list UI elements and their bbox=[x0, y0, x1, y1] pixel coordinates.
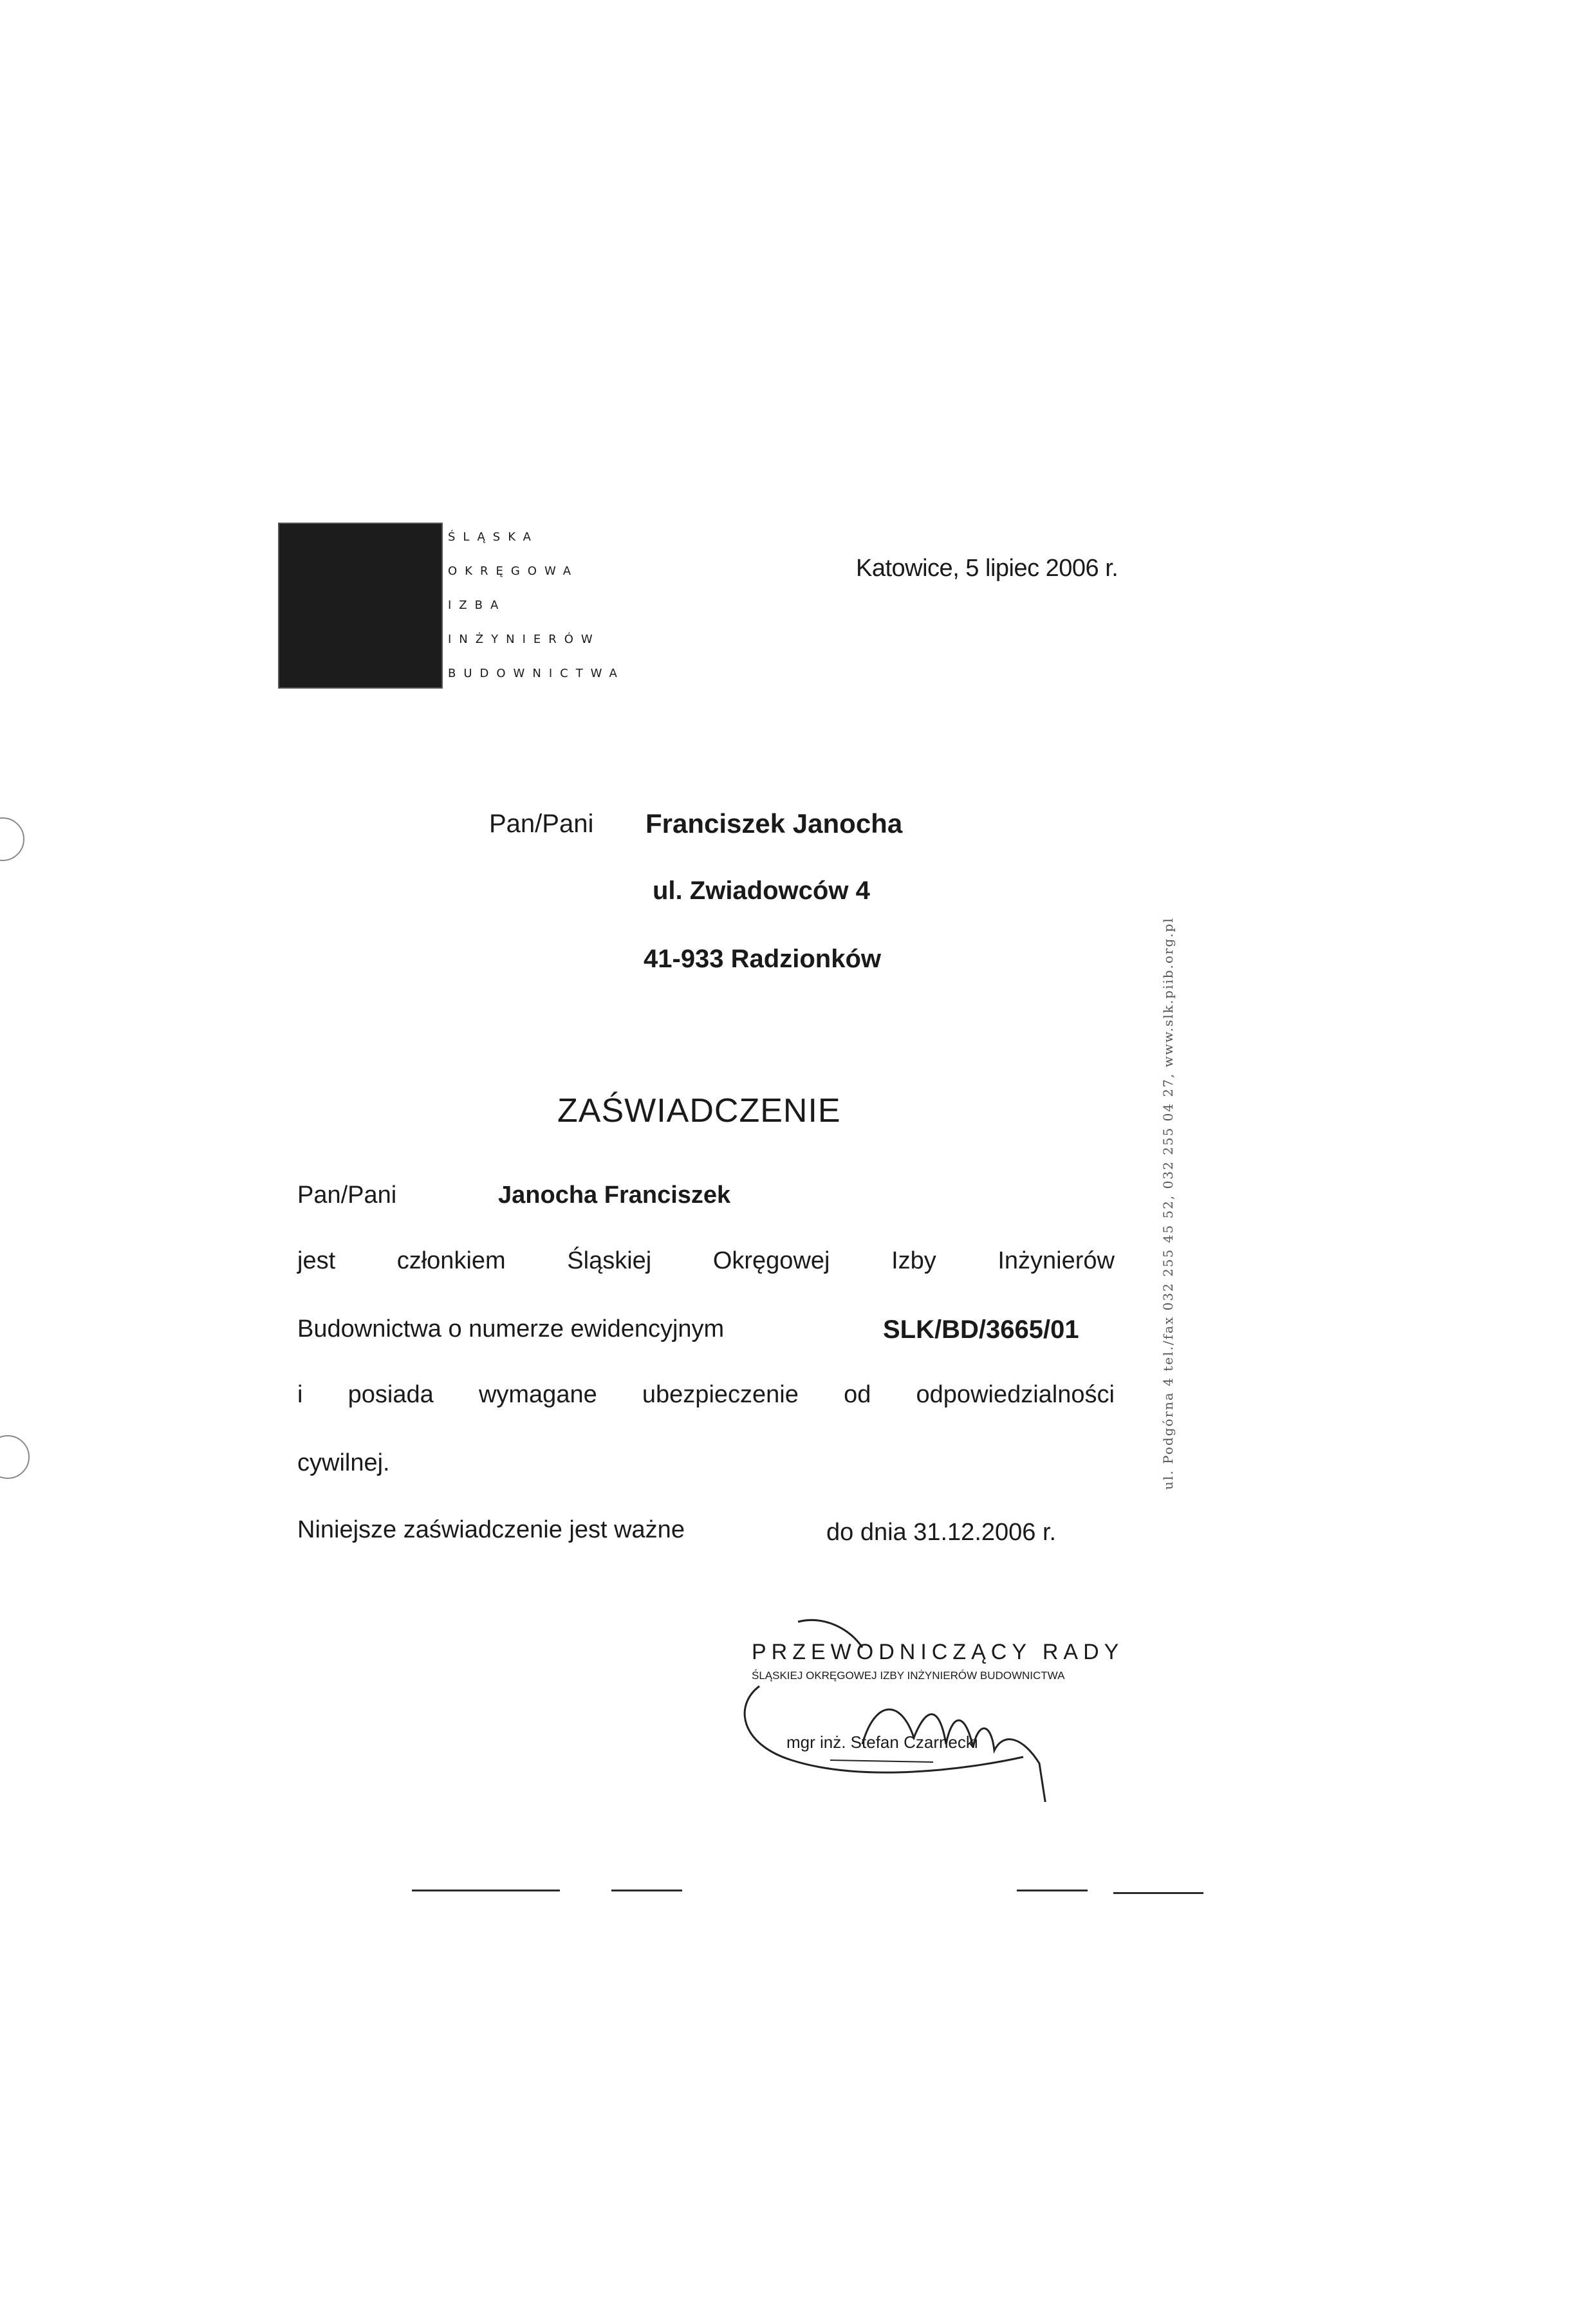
registry-number: SLK/BD/3665/01 bbox=[883, 1315, 1079, 1344]
body-line-civil: cywilnej. bbox=[297, 1449, 390, 1476]
addressee-street: ul. Zwiadowców 4 bbox=[653, 877, 870, 905]
body-word: jest bbox=[297, 1247, 336, 1274]
vertical-contact-text bbox=[1158, 721, 1178, 1686]
body-word: posiada bbox=[348, 1381, 434, 1408]
body-word: od bbox=[844, 1381, 871, 1408]
addressee-postal-city: 41-933 Radzionków bbox=[644, 945, 882, 973]
body-line-registry: Budownictwa o numerze ewidencyjnym bbox=[297, 1315, 725, 1342]
validity-date: do dnia 31.12.2006 r. bbox=[826, 1519, 1057, 1546]
stamp-person: mgr inż. Stefan Czarnecki bbox=[786, 1732, 978, 1752]
letterhead-line-4: INŻYNIERÓW bbox=[448, 633, 600, 646]
addressee-name: Franciszek Janocha bbox=[645, 808, 903, 839]
body-word: odpowiedzialności bbox=[916, 1381, 1115, 1408]
body-word: członkiem bbox=[396, 1247, 506, 1274]
body-word: i bbox=[297, 1381, 303, 1408]
punch-hole-mark bbox=[0, 817, 24, 861]
scan-line bbox=[1017, 1890, 1088, 1891]
letterhead-line-1: ŚLĄSKA bbox=[448, 530, 539, 544]
scan-line bbox=[611, 1890, 682, 1891]
body-word: wymagane bbox=[478, 1381, 597, 1408]
letterhead-line-2: OKRĘGOWA bbox=[448, 564, 579, 578]
place-date: Katowice, 5 lipiec 2006 r. bbox=[856, 555, 1118, 582]
body-pan-name: Janocha Franciszek bbox=[498, 1182, 731, 1209]
letterhead-line-5: BUDOWNICTWA bbox=[448, 667, 625, 680]
letterhead-line-3: IZBA bbox=[448, 599, 506, 612]
addressee-prefix: Pan/Pani bbox=[489, 810, 594, 838]
letterhead-logo-text bbox=[448, 520, 625, 691]
body-pan-label: Pan/Pani bbox=[297, 1182, 397, 1209]
document-title: ZAŚWIADCZENIE bbox=[557, 1092, 841, 1129]
validity-statement: Niniejsze zaświadczenie jest ważne bbox=[297, 1516, 685, 1543]
scan-line bbox=[412, 1890, 560, 1891]
punch-hole-mark bbox=[0, 1435, 30, 1479]
body-line-insurance bbox=[297, 1381, 1115, 1409]
vertical-contact-text-content: ul. Podgórna 4 tel./fax 032 255 45 52, 032 255 04 27, www.slk.piib.org.pl bbox=[1160, 917, 1176, 1490]
scan-line bbox=[1113, 1892, 1203, 1894]
body-line-membership bbox=[297, 1247, 1115, 1275]
body-word: Okręgowej bbox=[712, 1247, 830, 1274]
stamp-title: PRZEWODNICZĄCY RADY bbox=[752, 1640, 1124, 1664]
letterhead-logo-square bbox=[278, 523, 443, 689]
body-word: Inżynierów bbox=[998, 1247, 1115, 1274]
body-word: Śląskiej bbox=[567, 1247, 652, 1274]
stamp-signature-graphic bbox=[721, 1609, 1107, 1802]
body-word: ubezpieczenie bbox=[642, 1381, 799, 1408]
body-word: Izby bbox=[891, 1247, 936, 1274]
stamp-subtitle: ŚLĄSKIEJ OKRĘGOWEJ IZBY INŻYNIERÓW BUDOWNICTWA bbox=[752, 1669, 1065, 1682]
